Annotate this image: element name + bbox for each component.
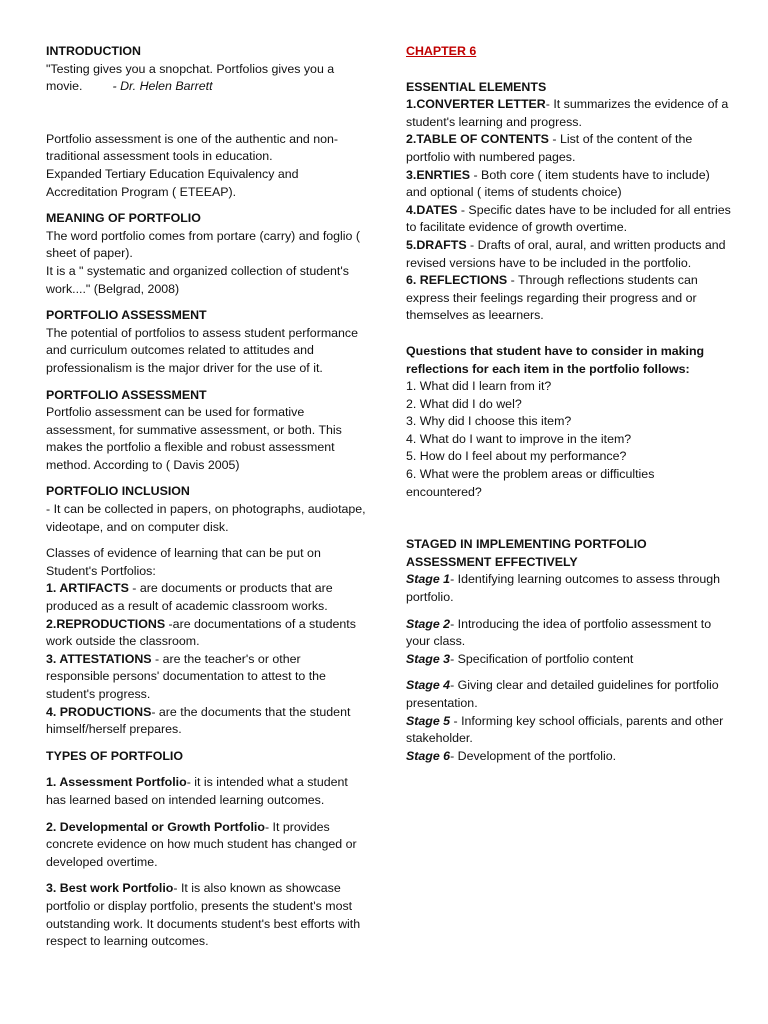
type-item-developmental xyxy=(46,819,366,872)
element-item xyxy=(406,131,731,166)
stage-item xyxy=(406,616,731,651)
stage-text: - Specification of portfolio content xyxy=(450,651,634,666)
intro-paragraph-2: Expanded Tertiary Education Equivalency and Accreditation Program ( ETEEAP). xyxy=(46,166,299,199)
class-term: 4. PRODUCTIONS xyxy=(46,704,152,719)
stage-item xyxy=(406,748,731,766)
type-term: 2. Developmental or Growth Portfolio xyxy=(46,819,265,834)
class-text: - are the documents that the student himself/herself prepares. xyxy=(46,704,351,737)
class-item-artifacts xyxy=(46,580,366,615)
element-term: 5.DRAFTS xyxy=(406,237,467,252)
right-column xyxy=(406,43,731,765)
class-text: -are documentations of a students work outside the classroom. xyxy=(46,616,356,649)
element-term: 2.TABLE OF CONTENTS xyxy=(406,132,549,147)
stage-item xyxy=(406,571,731,606)
stage-item xyxy=(406,713,731,748)
stage-label: Stage 2 xyxy=(406,616,451,631)
chapter-heading: CHAPTER 6 xyxy=(406,44,477,58)
type-term: 3. Best work Portfolio xyxy=(46,881,174,896)
introduction-heading: INTRODUCTION xyxy=(46,44,141,58)
class-text: - are documents or products that are produced as a result of academic classroom works. xyxy=(46,581,333,614)
element-text: - Through reflections students can express their feelings regarding their progress and or themselves as leearners. xyxy=(406,273,698,323)
type-text: - It provides concrete evidence on how much student has changed or developed overtime. xyxy=(46,819,357,869)
stage-item xyxy=(406,677,731,712)
element-item xyxy=(406,96,731,131)
stage-text: - Giving clear and detailed guidelines for portfolio presentation. xyxy=(406,678,719,710)
type-item-best-work xyxy=(46,880,366,950)
stage-text: - Introducing the idea of portfolio assessment to your class. xyxy=(406,616,712,649)
class-term: 3. ATTESTATIONS xyxy=(46,651,152,666)
element-text: - It summarizes the evidence of a student's learning and progress. xyxy=(406,97,729,129)
question-item: 5. How do I feel about my performance? xyxy=(406,449,627,464)
intro-paragraph: Portfolio assessment is one of the authentic and non-traditional assessment tools in education. xyxy=(46,131,339,164)
type-text: - it is intended what a student has learned based on intended learning outcomes. xyxy=(46,775,348,807)
portfolio-inclusion-paragraph: - It can be collected in papers, on photographs, audiotape, videotape, and on computer disk. xyxy=(46,502,366,534)
stage-label: Stage 6 xyxy=(406,748,451,763)
type-item-assessment xyxy=(46,774,366,809)
element-item xyxy=(406,237,731,272)
element-item xyxy=(406,272,731,325)
stage-text: - Development of the portfolio. xyxy=(450,748,617,763)
class-text: - are the teacher's or other responsible persons' documentation to attest to the student's progress. xyxy=(46,651,326,701)
portfolio-inclusion-heading: PORTFOLIO INCLUSION xyxy=(46,484,190,499)
essential-elements-heading: ESSENTIAL ELEMENTS xyxy=(406,79,547,94)
stage-label: Stage 4 xyxy=(406,678,451,693)
class-item-productions xyxy=(46,704,366,739)
quote-author: - Dr. Helen Barrett xyxy=(112,79,213,94)
question-item: 3. Why did I choose this item? xyxy=(406,414,572,429)
stage-text: - Informing key school officials, parents and other stakeholder. xyxy=(406,713,724,746)
portfolio-assessment-heading: PORTFOLIO ASSESSMENT xyxy=(46,308,207,323)
questions-heading: Questions that student have to consider in making reflections for each item in the portfolio follows: xyxy=(406,343,705,376)
stage-label: Stage 1 xyxy=(406,572,451,587)
element-text: - List of the content of the portfolio with numbered pages. xyxy=(406,132,693,164)
element-text: - Drafts of oral, aural, and written products and revised versions have to be included in the portfolio. xyxy=(406,237,726,270)
meaning-paragraph: The word portfolio comes from portare (carry) and foglio ( sheet of paper). xyxy=(46,228,361,261)
class-item-reproductions xyxy=(46,616,366,651)
element-item xyxy=(406,202,731,237)
meaning-heading: MEANING OF PORTFOLIO xyxy=(46,211,201,226)
stages-heading: STAGED IN IMPLEMENTING PORTFOLIO ASSESSMENT EFFECTIVELY xyxy=(406,537,647,569)
stage-text: - Identifying learning outcomes to assess through portfolio. xyxy=(406,572,721,605)
stage-item xyxy=(406,651,731,669)
question-item: 2. What did I do wel? xyxy=(406,396,522,411)
class-term: 1. ARTIFACTS xyxy=(46,581,129,596)
class-term: 2.REPRODUCTIONS xyxy=(46,616,166,631)
quote-line-end: movie. xyxy=(46,79,83,94)
question-item: 4. What do I want to improve in the item? xyxy=(406,431,632,446)
element-term: 3.ENRTIES xyxy=(406,167,471,182)
question-item: 1. What did I learn from it? xyxy=(406,379,552,394)
element-text: - Specific dates have to be included for all entries to facilitate evidence of growth overtime. xyxy=(406,202,731,235)
quote-line-2 xyxy=(46,78,366,96)
types-heading: TYPES OF PORTFOLIO xyxy=(46,748,183,763)
portfolio-assessment-heading-2: PORTFOLIO ASSESSMENT xyxy=(46,387,207,402)
quote-line: "Testing gives you a snopchat. Portfolios gives you a xyxy=(46,61,335,76)
portfolio-assessment-paragraph-2: Portfolio assessment can be used for formative assessment, for summative assessment, or both. This makes the portfolio a flexible and robust assessment method. According to ( Davis 2005) xyxy=(46,405,342,472)
type-term: 1. Assessment Portfolio xyxy=(46,775,187,790)
stage-label: Stage 5 xyxy=(406,713,451,728)
element-term: 6. REFLECTIONS xyxy=(406,273,508,288)
stage-label: Stage 3 xyxy=(406,651,451,666)
element-term: 4.DATES xyxy=(406,202,458,217)
element-item xyxy=(406,167,731,202)
element-term: 1.CONVERTER LETTER xyxy=(406,97,546,112)
left-column xyxy=(46,43,366,951)
question-item: 6. What were the problem areas or difficulties encountered? xyxy=(406,467,655,499)
classes-intro: Classes of evidence of learning that can be put on Student's Portfolios: xyxy=(46,546,321,578)
portfolio-assessment-paragraph: The potential of portfolios to assess student performance and curriculum outcomes related to attitudes and professionalism is the major driver for the use of it. xyxy=(46,325,359,375)
type-text: - It is also known as showcase portfolio or display portfolio, presents the student's most outstanding work. It documents student's best efforts with respect to learning outcomes. xyxy=(46,881,361,949)
class-item-attestations xyxy=(46,651,366,704)
meaning-paragraph-2: It is a " systematic and organized collection of student's work...." (Belgrad, 2008) xyxy=(46,263,349,296)
element-text: - Both core ( item students have to include) and optional ( items of students choice) xyxy=(406,167,710,200)
